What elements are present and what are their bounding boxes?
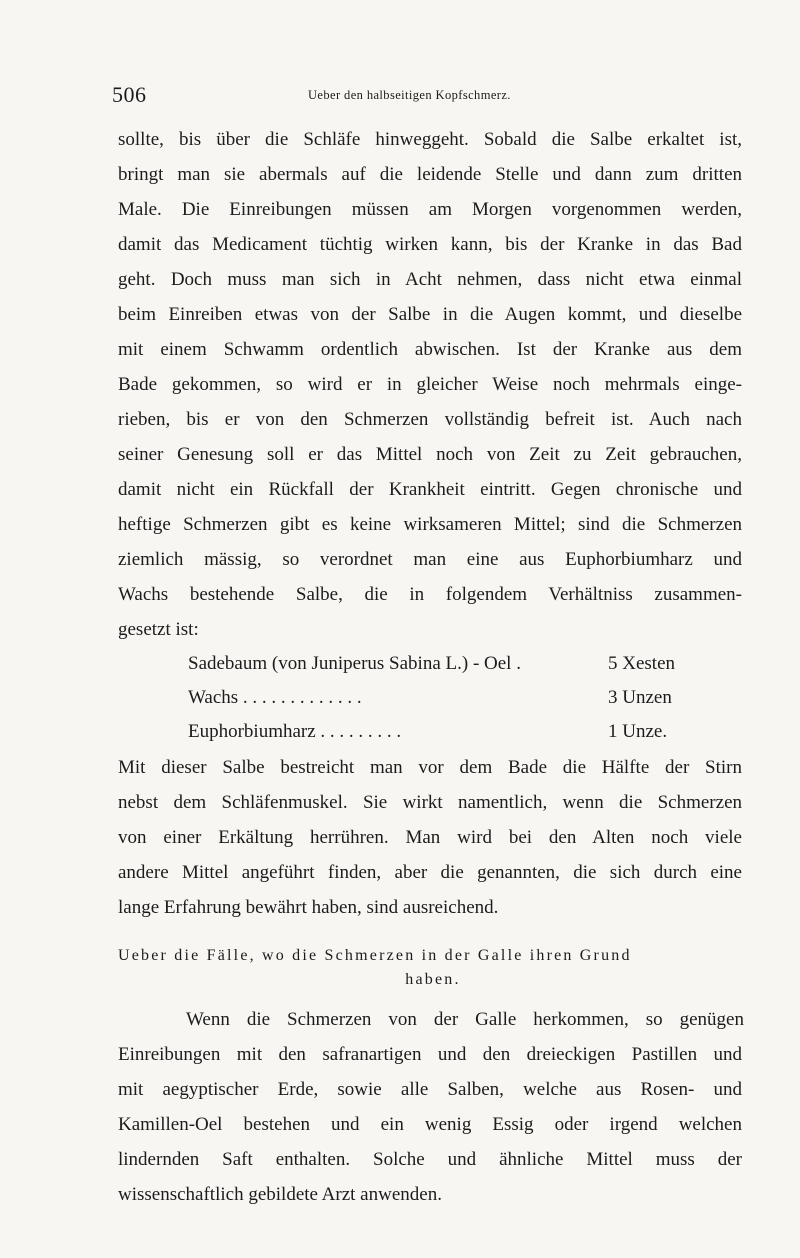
text-line: wissenschaftlich gebildete Arzt anwenden.	[118, 1184, 442, 1205]
recipe-ingredient: Sadebaum (von Juniperus Sabina L.) - Oel .	[188, 653, 521, 674]
text-line: heftige Schmerzen gibt es keine wirksameren Mittel; sind die Schmerzen	[118, 514, 742, 535]
text-line: Bade gekommen, so wird er in gleicher Weise noch mehrmals einge-	[118, 374, 742, 395]
text-line: Kamillen-Oel bestehen und ein wenig Essig oder irgend welchen	[118, 1114, 742, 1135]
text-line: nebst dem Schläfenmuskel. Sie wirkt namentlich, wenn die Schmerzen	[118, 792, 742, 813]
section-heading-line: haben.	[405, 971, 461, 988]
text-line: ziemlich mässig, so verordnet man eine aus Euphorbiumharz und	[118, 549, 742, 570]
recipe-ingredient: Wachs . . . . . . . . . . . . .	[188, 687, 362, 708]
text-line: Wachs bestehende Salbe, die in folgendem Verhältniss zusammen-	[118, 584, 742, 605]
text-line: andere Mittel angeführt finden, aber die genannten, die sich durch eine	[118, 862, 742, 883]
page-number: 506	[112, 82, 147, 107]
text-line: gesetzt ist:	[118, 619, 199, 640]
text-line: rieben, bis er von den Schmerzen vollständig befreit ist. Auch nach	[118, 409, 742, 430]
text-line: mit einem Schwamm ordentlich abwischen. Ist der Kranke aus dem	[118, 339, 742, 360]
text-line: lindernden Saft enthalten. Solche und ähnliche Mittel muss der	[118, 1149, 742, 1170]
recipe-ingredient: Euphorbiumharz . . . . . . . . .	[188, 721, 402, 742]
recipe-amount: 5 Xesten	[608, 653, 676, 674]
text-line: Wenn die Schmerzen von der Galle herkommen, so genügen	[186, 1009, 744, 1030]
section-heading-line: Ueber die Fälle, wo die Schmerzen in der Galle ihren Grund	[118, 947, 632, 964]
text-line: sollte, bis über die Schläfe hinweggeht. Sobald die Salbe erkaltet ist,	[118, 129, 742, 150]
text-line: lange Erfahrung bewährt haben, sind ausreichend.	[118, 897, 499, 918]
text-line: seiner Genesung soll er das Mittel noch von Zeit zu Zeit gebrauchen,	[118, 444, 742, 465]
running-title: Ueber den halbseitigen Kopfschmerz.	[308, 88, 511, 102]
recipe-amount: 1 Unze.	[608, 721, 668, 742]
text-line: Male. Die Einreibungen müssen am Morgen vorgenommen werden,	[118, 199, 742, 220]
text-line: bringt man sie abermals auf die leidende Stelle und dann zum dritten	[118, 164, 742, 185]
text-line: Mit dieser Salbe bestreicht man vor dem Bade die Hälfte der Stirn	[118, 757, 742, 778]
text-line: damit nicht ein Rückfall der Krankheit eintritt. Gegen chronische und	[118, 479, 742, 500]
text-line: von einer Erkältung herrühren. Man wird bei den Alten noch viele	[118, 827, 742, 848]
text-line: Einreibungen mit den safranartigen und den dreieckigen Pastillen und	[118, 1044, 742, 1065]
text-line: mit aegyptischer Erde, sowie alle Salben, welche aus Rosen- und	[118, 1079, 742, 1100]
text-line: damit das Medicament tüchtig wirken kann, bis der Kranke in das Bad	[118, 234, 742, 255]
text-line: beim Einreiben etwas von der Salbe in die Augen kommt, und dieselbe	[118, 304, 742, 325]
text-line: geht. Doch muss man sich in Acht nehmen, dass nicht etwa einmal	[118, 269, 742, 290]
recipe-amount: 3 Unzen	[608, 687, 672, 708]
